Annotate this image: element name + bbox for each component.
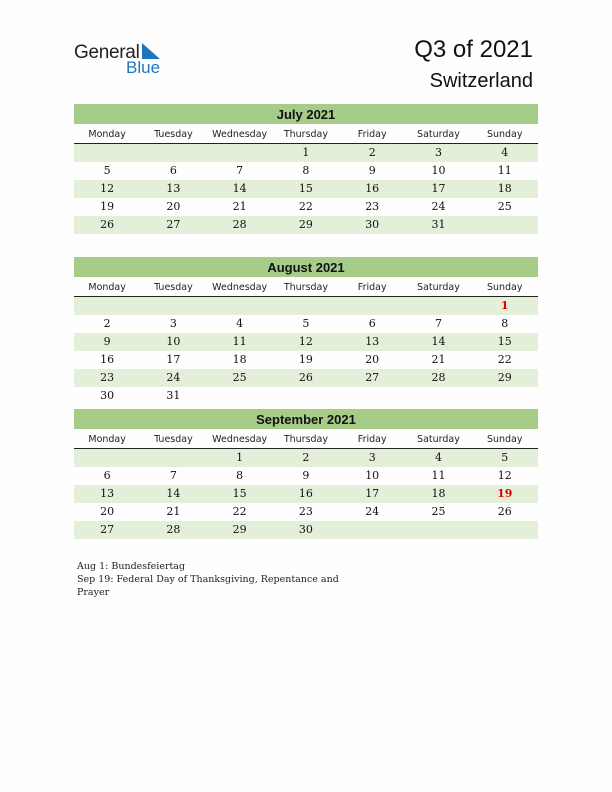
day-cell: 18	[232, 353, 247, 366]
holiday-note: Sep 19: Federal Day of Thanksgiving, Repentance and Prayer	[77, 574, 339, 598]
day-cell: 28	[431, 371, 446, 384]
weekday-label: Thursday	[283, 434, 329, 445]
day-cell	[74, 297, 140, 315]
day-cell: 1	[302, 146, 310, 159]
week-row	[74, 503, 538, 521]
day-cell: 5	[302, 317, 310, 330]
day-cell: 10	[431, 164, 446, 177]
day-cell: 28	[232, 218, 247, 231]
day-cell	[207, 297, 273, 315]
weekday-label: Tuesday	[154, 129, 193, 140]
week-row	[74, 369, 538, 387]
day-cell	[74, 144, 140, 162]
week-row	[74, 333, 538, 351]
calendar-month-august	[74, 257, 538, 405]
day-cell: 18	[497, 182, 512, 195]
day-cell: 6	[368, 317, 376, 330]
day-cell: 23	[100, 371, 115, 384]
day-cell: 14	[431, 335, 446, 348]
week-row	[74, 449, 538, 467]
weekday-header-row	[74, 431, 538, 449]
day-cell	[405, 297, 471, 315]
day-cell: 30	[365, 218, 380, 231]
day-cell: 26	[497, 505, 512, 518]
week-row	[74, 297, 538, 315]
week-row	[74, 467, 538, 485]
day-cell: 16	[100, 353, 115, 366]
day-cell: 25	[431, 505, 446, 518]
day-cell	[339, 297, 405, 315]
day-cell: 29	[232, 523, 247, 536]
weekday-label: Sunday	[486, 129, 523, 140]
day-cell	[140, 449, 206, 467]
weekday-label: Sunday	[486, 434, 523, 445]
day-cell: 27	[365, 371, 380, 384]
day-cell: 16	[298, 487, 313, 500]
day-cell: 24	[431, 200, 446, 213]
day-cell: 8	[302, 164, 310, 177]
weekday-header-row	[74, 279, 538, 297]
day-cell: 24	[365, 505, 380, 518]
generalblue-logo	[74, 42, 184, 82]
day-cell: 27	[166, 218, 181, 231]
day-cell	[273, 297, 339, 315]
day-cell	[207, 144, 273, 162]
weekday-label: Wednesday	[212, 129, 268, 140]
day-cell: 20	[100, 505, 115, 518]
day-cell: 23	[298, 505, 313, 518]
holiday-notes	[77, 560, 347, 599]
weekday-label: Saturday	[417, 129, 460, 140]
day-cell: 7	[434, 317, 442, 330]
day-cell: 19	[298, 353, 313, 366]
day-cell: 21	[166, 505, 181, 518]
day-cell: 30	[298, 523, 313, 536]
day-cell: 2	[302, 451, 310, 464]
day-cell	[472, 521, 538, 539]
weekday-label: Thursday	[283, 282, 329, 293]
day-cell: 22	[497, 353, 512, 366]
week-row	[74, 180, 538, 198]
weekday-label: Friday	[357, 129, 387, 140]
day-cell: 17	[166, 353, 181, 366]
month-title: July 2021	[74, 104, 538, 124]
day-cell: 4	[236, 317, 244, 330]
day-cell: 11	[431, 469, 446, 482]
weekday-label: Wednesday	[212, 434, 268, 445]
weekday-label: Saturday	[417, 434, 460, 445]
day-cell: 2	[368, 146, 376, 159]
day-cell: 20	[365, 353, 380, 366]
day-cell: 11	[497, 164, 512, 177]
weekday-label: Friday	[357, 282, 387, 293]
day-cell	[339, 387, 405, 405]
day-cell: 6	[169, 164, 177, 177]
week-row	[74, 198, 538, 216]
day-cell: 15	[298, 182, 313, 195]
calendar-month-july	[74, 104, 538, 234]
weekday-label: Monday	[88, 282, 126, 293]
day-cell: 11	[232, 335, 247, 348]
weekday-label: Monday	[88, 129, 126, 140]
day-cell: 7	[236, 164, 244, 177]
day-cell: 4	[501, 146, 509, 159]
day-cell: 13	[365, 335, 380, 348]
day-cell	[74, 449, 140, 467]
day-cell: 6	[103, 469, 111, 482]
day-cell: 16	[365, 182, 380, 195]
day-cell: 10	[166, 335, 181, 348]
week-row	[74, 162, 538, 180]
day-cell: 17	[431, 182, 446, 195]
week-row	[74, 216, 538, 234]
day-cell	[472, 216, 538, 234]
month-title: September 2021	[74, 409, 538, 429]
day-cell: 5	[103, 164, 111, 177]
day-cell	[472, 387, 538, 405]
day-cell: 1	[500, 299, 509, 312]
weekday-header-row	[74, 126, 538, 144]
day-cell: 13	[166, 182, 181, 195]
day-cell: 19	[100, 200, 115, 213]
day-cell	[405, 387, 471, 405]
day-cell: 3	[169, 317, 177, 330]
day-cell: 30	[100, 389, 115, 402]
day-cell: 15	[497, 335, 512, 348]
day-cell: 29	[497, 371, 512, 384]
day-cell: 22	[298, 200, 313, 213]
day-cell: 10	[365, 469, 380, 482]
day-cell: 17	[365, 487, 380, 500]
day-cell: 8	[236, 469, 244, 482]
day-cell: 29	[298, 218, 313, 231]
day-cell: 3	[368, 451, 376, 464]
weekday-label: Wednesday	[212, 282, 268, 293]
day-cell: 8	[501, 317, 509, 330]
day-cell: 12	[100, 182, 115, 195]
day-cell: 25	[232, 371, 247, 384]
day-cell: 28	[166, 523, 181, 536]
day-cell: 18	[431, 487, 446, 500]
logo-blue-text: Blue	[126, 58, 161, 77]
week-row	[74, 144, 538, 162]
day-cell: 14	[166, 487, 181, 500]
weekday-label: Saturday	[417, 282, 460, 293]
day-cell: 4	[434, 451, 442, 464]
holiday-note: Aug 1: Bundesfeiertag	[77, 561, 186, 572]
day-cell: 12	[497, 469, 512, 482]
day-cell: 23	[365, 200, 380, 213]
day-cell: 3	[434, 146, 442, 159]
country-name: Switzerland	[429, 70, 533, 92]
day-cell: 5	[501, 451, 509, 464]
day-cell	[207, 387, 273, 405]
page-title: Q3 of 2021	[414, 36, 533, 63]
day-cell: 21	[431, 353, 446, 366]
day-cell	[140, 297, 206, 315]
day-cell: 9	[368, 164, 376, 177]
day-cell: 25	[497, 200, 512, 213]
day-cell: 19	[497, 487, 513, 500]
calendar-month-september	[74, 409, 538, 539]
day-cell	[273, 387, 339, 405]
day-cell: 22	[232, 505, 247, 518]
week-row	[74, 387, 538, 405]
day-cell: 27	[100, 523, 115, 536]
day-cell: 26	[298, 371, 313, 384]
day-cell: 20	[166, 200, 181, 213]
day-cell: 13	[100, 487, 115, 500]
week-row	[74, 521, 538, 539]
day-cell: 14	[232, 182, 247, 195]
logo-general-text: General	[74, 42, 140, 63]
weekday-label: Thursday	[283, 129, 329, 140]
day-cell	[140, 144, 206, 162]
day-cell: 26	[100, 218, 115, 231]
day-cell: 7	[169, 469, 177, 482]
weekday-label: Friday	[357, 434, 387, 445]
day-cell: 24	[166, 371, 181, 384]
day-cell: 15	[232, 487, 247, 500]
weekday-label: Tuesday	[154, 434, 193, 445]
day-cell: 31	[431, 218, 446, 231]
weekday-label: Sunday	[486, 282, 523, 293]
day-cell: 31	[166, 389, 181, 402]
day-cell: 12	[298, 335, 313, 348]
week-row	[74, 315, 538, 333]
day-cell: 21	[232, 200, 247, 213]
week-row	[74, 351, 538, 369]
day-cell	[339, 521, 405, 539]
weekday-label: Tuesday	[154, 282, 193, 293]
day-cell: 9	[103, 335, 111, 348]
day-cell: 1	[236, 451, 244, 464]
day-cell: 9	[302, 469, 310, 482]
day-cell	[405, 521, 471, 539]
month-title: August 2021	[74, 257, 538, 277]
weekday-label: Monday	[88, 434, 126, 445]
week-row	[74, 485, 538, 503]
day-cell: 2	[103, 317, 111, 330]
